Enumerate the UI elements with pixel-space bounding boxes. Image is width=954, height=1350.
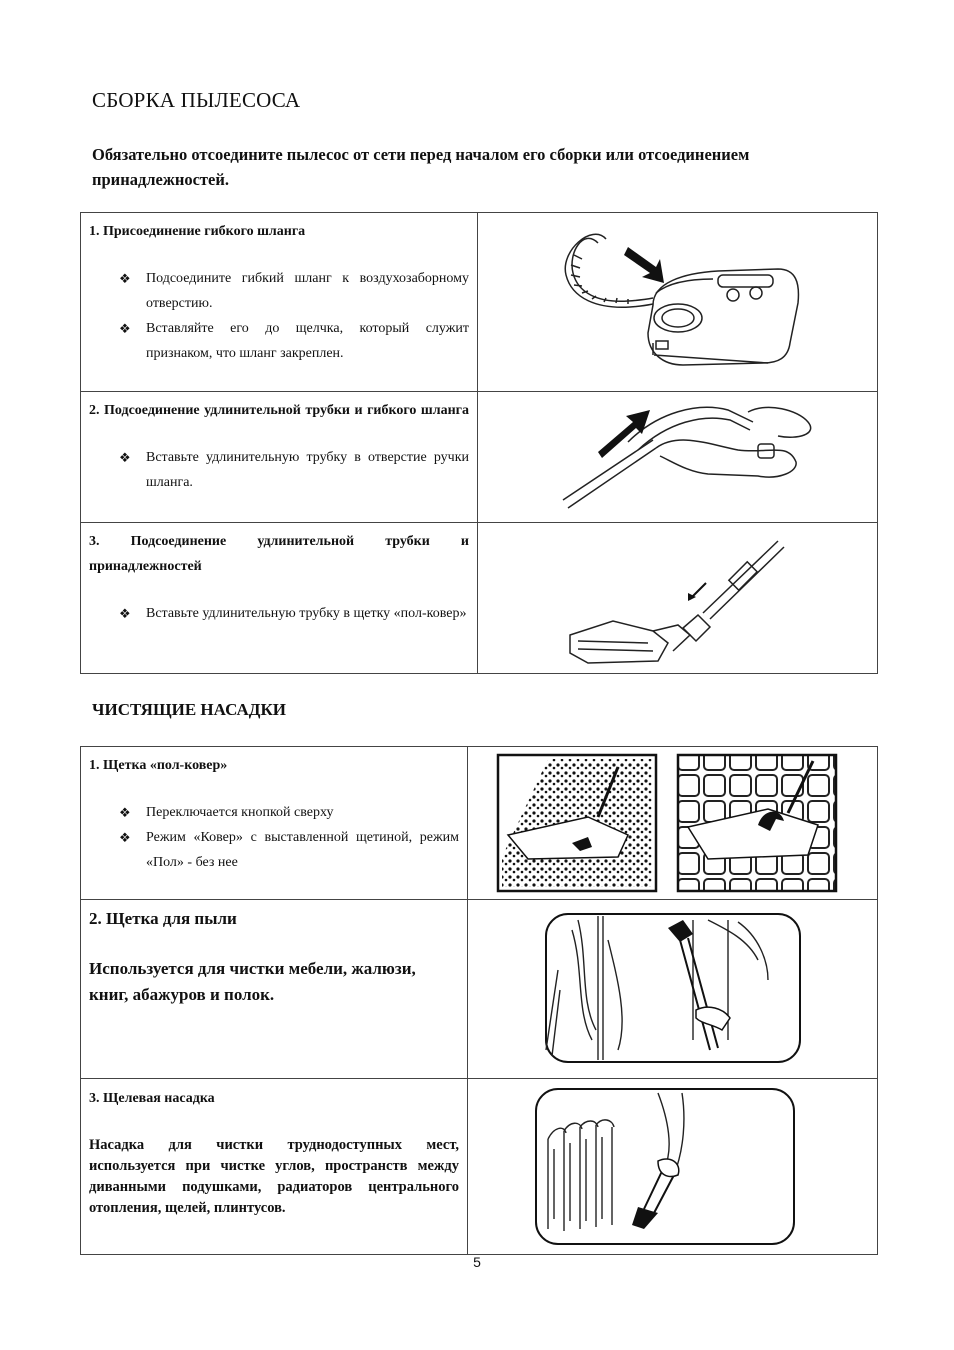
diamond-bullet-icon: ❖ — [119, 321, 131, 336]
nozzle-row-crevice-tool — [81, 1079, 878, 1255]
diamond-bullet-icon: ❖ — [119, 606, 131, 621]
assembly-row-3-bullets — [89, 601, 469, 626]
tube-hose-illustration — [478, 392, 878, 522]
nozzle-row-2-description: Используется для чистки мебели, жалюзи, книг, абажуров и полок. — [89, 959, 416, 1004]
nozzle-row-2-image — [468, 900, 878, 1079]
assembly-row-1-bullets — [89, 266, 469, 366]
page-title: СБОРКА ПЫЛЕСОСА — [92, 88, 301, 112]
assembly-row-1-image — [478, 213, 878, 392]
crevice-tool-illustration — [468, 1079, 878, 1254]
assembly-row-1-title: 1. Присоединение гибкого шланга — [89, 224, 306, 239]
assembly-row-3-title: 3. Подсоединение удлинительной трубки и принадлежностей — [89, 534, 469, 574]
bullet-item: ❖ Подсоедините гибкий шланг к воздухозаборному отверстию. — [89, 266, 469, 316]
assembly-row-hose — [81, 213, 878, 392]
nozzle-row-3-description: Насадка для чистки труднодоступных мест, используется при чистке углов, пространств между диванными подушками, радиаторов центрального отопления, щелей, плинтусов. — [89, 1137, 459, 1216]
assembly-row-2-image — [478, 392, 878, 523]
assembly-table — [80, 212, 878, 674]
assembly-row-1-text — [81, 213, 478, 392]
nozzle-row-floor-carpet — [81, 747, 878, 900]
dust-brush-illustration — [468, 900, 878, 1078]
tube-nozzle-illustration — [478, 523, 878, 673]
vacuum-hose-illustration — [478, 213, 878, 391]
floor-carpet-brush-illustration — [468, 747, 878, 899]
bullet-item: ❖ Переключается кнопкой сверху — [89, 800, 459, 825]
nozzles-heading: ЧИСТЯЩИЕ НАСАДКИ — [92, 700, 287, 719]
assembly-row-2-text — [81, 392, 478, 523]
diamond-bullet-icon: ❖ — [119, 830, 131, 845]
page-number: 5 — [473, 1254, 481, 1270]
assembly-row-2-title: 2. Подсоединение удлинительной трубки и гибкого шланга — [89, 403, 469, 418]
nozzle-row-3-text — [81, 1079, 468, 1255]
nozzle-row-2-title: 2. Щетка для пыли — [89, 909, 237, 928]
diamond-bullet-icon: ❖ — [119, 271, 131, 286]
nozzle-row-2-text — [81, 900, 468, 1079]
bullet-item: ❖ Вставьте удлинительную трубку в щетку «пол-ковер» — [89, 601, 469, 626]
nozzle-row-1-title: 1. Щетка «пол-ковер» — [89, 758, 228, 773]
assembly-row-3-text — [81, 523, 478, 674]
assembly-row-3-image — [478, 523, 878, 674]
nozzles-table — [80, 746, 878, 1255]
bullet-item: ❖ Вставьте удлинительную трубку в отверстие ручки шланга. — [89, 445, 469, 495]
nozzle-row-1-image — [468, 747, 878, 900]
diamond-bullet-icon: ❖ — [119, 805, 131, 820]
nozzle-row-1-text — [81, 747, 468, 900]
nozzle-row-1-bullets — [89, 800, 459, 875]
assembly-row-2-bullets — [89, 445, 469, 495]
bullet-item: ❖ Вставляйте его до щелчка, который служит признаком, что шланг закреплен. — [89, 316, 469, 366]
bullet-item: ❖ Режим «Ковер» с выставленной щетиной, режим «Пол» - без нее — [89, 825, 459, 875]
assembly-row-tube-hose — [81, 392, 878, 523]
nozzle-row-dust-brush — [81, 900, 878, 1079]
diamond-bullet-icon: ❖ — [119, 450, 131, 465]
nozzle-row-3-image — [468, 1079, 878, 1255]
nozzle-row-3-title: 3. Щелевая насадка — [89, 1091, 215, 1106]
safety-warning: Обязательно отсоедините пылесос от сети перед началом его сборки или отсоединением принадлежностей. — [92, 145, 750, 189]
assembly-row-tube-nozzle — [81, 523, 878, 674]
